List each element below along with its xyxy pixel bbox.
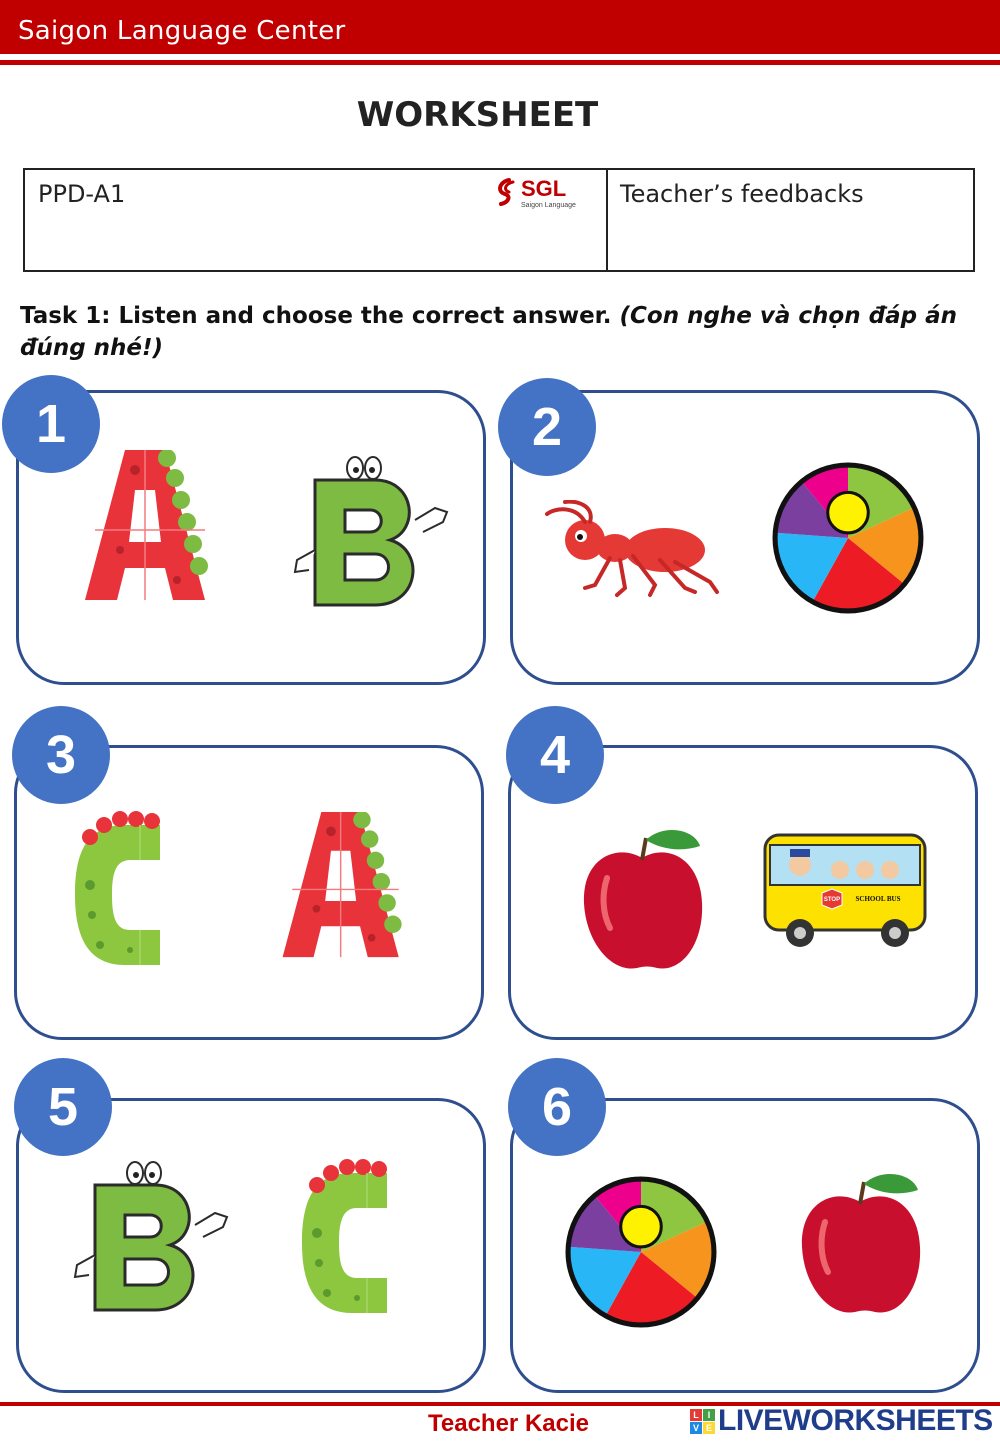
apple-icon[interactable] [800,1172,925,1317]
question-number-5: 5 [14,1058,112,1156]
ant-icon[interactable] [545,500,725,605]
letter-c-icon[interactable] [292,1158,397,1318]
letter-b-icon[interactable] [65,1160,240,1320]
letter-a-icon[interactable] [278,812,413,962]
question-number-2: 2 [498,378,596,476]
task-instruction-en: Task 1: Listen and choose the correct answer. [20,303,612,329]
question-number-4: 4 [506,706,604,804]
liveworksheets-logo [690,1404,993,1438]
course-code: PPD-A1 [38,180,126,208]
feedback-label: Teacher’s feedbacks [620,180,864,208]
liveworksheets-mark-icon: L I V E [690,1409,715,1434]
task-instruction [20,300,960,364]
info-table [23,168,975,272]
page-title: WORKSHEET [356,95,599,135]
question-number-1: 1 [2,375,100,473]
apple-icon[interactable] [582,828,707,973]
task-instruction-vi: (Con nghe và chọn đáp án đúng nhé!) [20,303,957,361]
table-divider [606,170,608,270]
letter-a-icon[interactable] [80,450,220,605]
school-name: Saigon Language Center [18,16,346,46]
letter-c-icon[interactable] [65,810,170,970]
question-number-6: 6 [508,1058,606,1156]
header-bar [0,0,1000,54]
bus-icon[interactable] [760,825,932,955]
letter-b-icon[interactable] [285,455,460,615]
header-underline [0,60,1000,65]
ball-icon[interactable] [772,462,924,614]
svg-text:SGL: SGL [521,176,567,201]
teacher-name: Teacher Kacie [428,1410,589,1437]
ball-icon[interactable] [565,1176,717,1328]
brand-name: LIVEWORKSHEETS [718,1404,993,1437]
svg-text:Saigon Language: Saigon Language [521,202,576,209]
sgl-logo [495,174,595,210]
question-number-3: 3 [12,706,110,804]
